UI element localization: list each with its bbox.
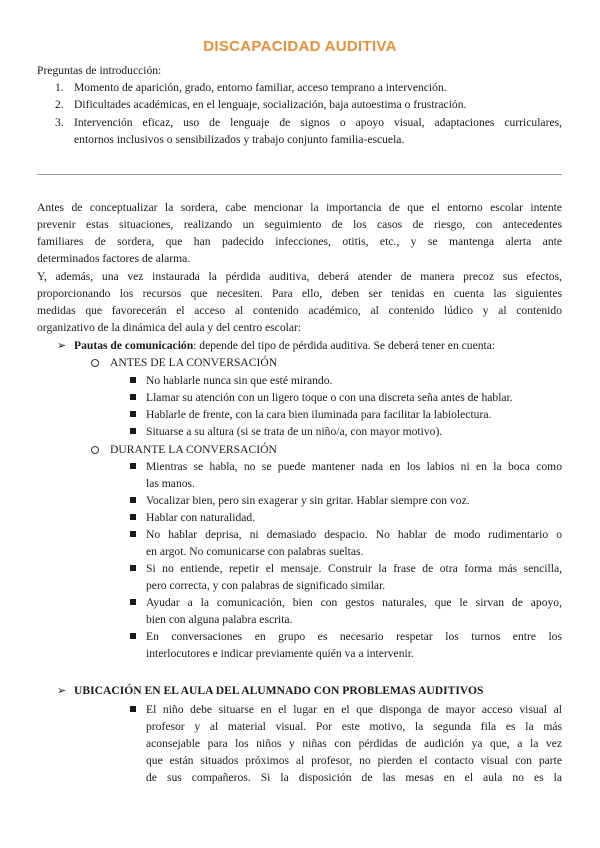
pautas-line [74, 337, 495, 354]
list-item: bien con alguna palabra escrita. [146, 613, 293, 626]
list-item: Situarse a su altura (si se trata de un niño/a, con mayor motivo). [146, 425, 443, 438]
list-item: Si no entiende, repetir el mensaje. Construir la frase de otra forma más sencilla, [146, 562, 562, 575]
square-bullet-icon [130, 531, 136, 537]
paragraph-line: prevenir estas situaciones, realizando un seguimiento de los casos de riesgo, con antecedentes [37, 218, 562, 231]
list-item: En conversaciones en grupo es necesario respetar los turnos entre los [146, 630, 562, 643]
list-item: Ayudar a la comunicación, bien con gestos naturales, que le sirvan de apoyo, [146, 596, 562, 609]
paragraph-line: proporcionando los recursos que necesiten. Para ello, deben ser tenidas en cuenta las siguientes [37, 287, 562, 300]
list-item: Vocalizar bien, pero sin exagerar y sin gritar. Hablar siempre con voz. [146, 494, 470, 507]
square-bullet-icon [130, 633, 136, 639]
list-item: en argot. No comunicarse con palabras sueltas. [146, 545, 364, 558]
list-item: No hablar deprisa, ni demasiado despacio. No hablar de modo rudimentario o [146, 528, 562, 541]
list-item: No hablarle nunca sin que esté mirando. [146, 374, 333, 387]
paragraph-line: de sus compañeros. Si la disposición de las mesas en el aula no es la [146, 771, 562, 784]
question-text: Intervención eficaz, uso de lenguaje de signos o apoyo visual, adaptaciones curriculares, [74, 116, 562, 129]
square-bullet-icon [130, 411, 136, 417]
paragraph-line: aconsejable para los niños y niñas con pérdidas de audición ya que, a la vez [146, 737, 562, 750]
list-item: Hablarle de frente, con la cara bien iluminada para facilitar la labiolectura. [146, 408, 492, 421]
circle-bullet-icon [91, 446, 99, 454]
paragraph-line: familiares de sordera, que han padecido infecciones, otitis, etc., y se mantenga alerta ante [37, 235, 562, 248]
square-bullet-icon [130, 377, 136, 383]
pautas-rest: : depende del tipo de pérdida auditiva. Se deberá tener en cuenta: [193, 339, 496, 352]
question-number: 2. [55, 98, 64, 111]
question-number: 1. [55, 81, 64, 94]
paragraph-line: El niño debe situarse en el lugar en el que disponga de mayor acceso visual al [146, 703, 562, 716]
square-bullet-icon [130, 463, 136, 469]
circle-bullet-icon [91, 359, 99, 367]
list-item: interlocutores e indicar previamente quién va a intervenir. [146, 647, 414, 660]
question-number: 3. [55, 116, 64, 129]
square-bullet-icon [130, 599, 136, 605]
list-item: Mientras se habla, no se puede mantener nada en los labios ni en la boca como [146, 460, 562, 473]
square-bullet-icon [130, 706, 136, 712]
paragraph-line: organizativo de la dinámica del aula y del centro escolar: [37, 321, 302, 334]
durante-heading: DURANTE LA CONVERSACIÓN [110, 443, 277, 456]
document-title: DISCAPACIDAD AUDITIVA [203, 38, 397, 55]
paragraph-line: determinados factores de alarma. [37, 252, 191, 265]
square-bullet-icon [130, 394, 136, 400]
question-text: entornos inclusivos o sensibilizados y trabajo conjunto familia-escuela. [74, 133, 405, 146]
pautas-bold: Pautas de comunicación [74, 339, 194, 352]
horizontal-divider [37, 174, 562, 175]
ubicacion-heading: UBICACIÓN EN EL AULA DEL ALUMNADO CON PROBLEMAS AUDITIVOS [74, 684, 484, 697]
intro-heading: Preguntas de introducción: [37, 64, 162, 77]
square-bullet-icon [130, 565, 136, 571]
square-bullet-icon [130, 428, 136, 434]
arrow-bullet-icon: ➢ [57, 339, 67, 352]
paragraph-line: que están situados próximos al profesor, no pierden el contacto visual con parte [146, 754, 562, 767]
question-text: Momento de aparición, grado, entorno familiar, acceso temprano a intervención. [74, 81, 447, 94]
paragraph-line: profesor y al material visual. Por este motivo, la segunda fila es la más [146, 720, 562, 733]
paragraph-line: medidas que favorecerán el acceso al contenido académico, al contenido lúdico y al contenido [37, 304, 562, 317]
list-item: Hablar con naturalidad. [146, 511, 256, 524]
list-item: Llamar su atención con un ligero toque o con una discreta seña antes de hablar. [146, 391, 513, 404]
square-bullet-icon [130, 514, 136, 520]
paragraph-line: Antes de conceptualizar la sordera, cabe mencionar la importancia de que el entorno escolar intente [37, 201, 562, 214]
paragraph-line: Y, además, una vez instaurada la pérdida auditiva, deberá atender de manera precoz sus efectos, [37, 270, 562, 283]
arrow-bullet-icon: ➢ [57, 684, 67, 697]
list-item: las manos. [146, 477, 195, 490]
question-text: Dificultades académicas, en el lenguaje, socialización, baja autoestima o frustración. [74, 98, 467, 111]
square-bullet-icon [130, 497, 136, 503]
list-item: pero correcta, y con palabras de significado similar. [146, 579, 386, 592]
antes-heading: ANTES DE LA CONVERSACIÓN [110, 356, 278, 369]
